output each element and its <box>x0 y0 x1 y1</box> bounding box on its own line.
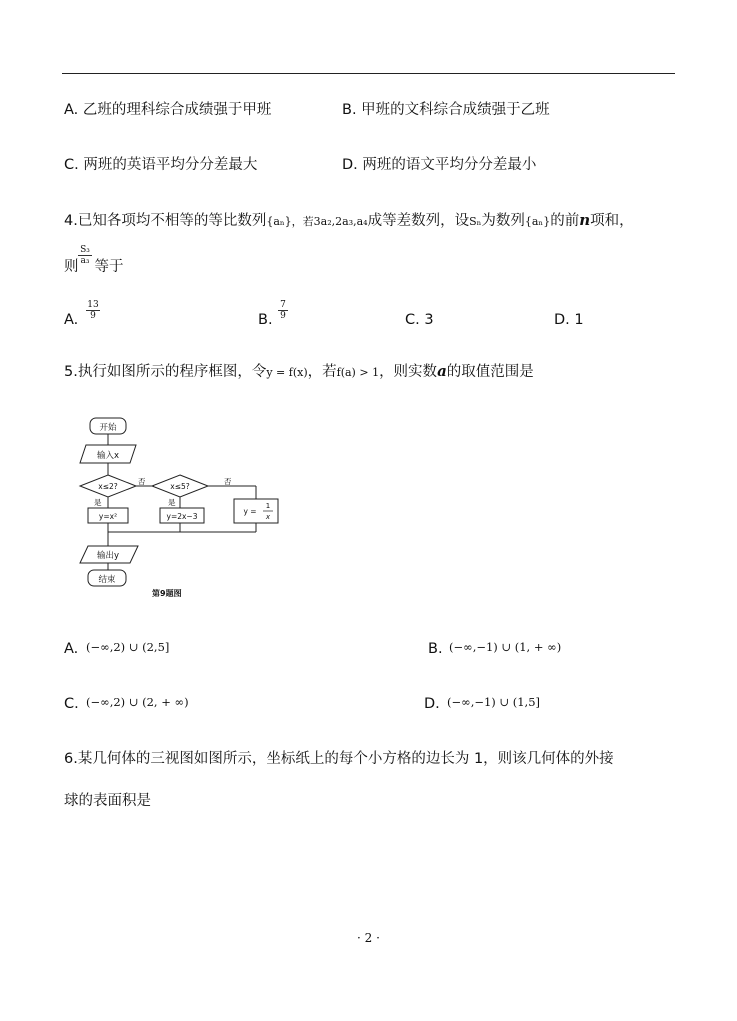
q5-text-3: ，则实数 <box>379 364 438 380</box>
q4-option-a-label: A. <box>64 312 79 328</box>
q5-math-y-fx: y = f(x) <box>266 366 308 379</box>
q5-option-a: (−∞,2) ∪ (2,5] <box>86 640 170 654</box>
q5-option-c-label: C. <box>64 696 79 712</box>
flowchart <box>72 412 292 602</box>
flow-caption: 第9题图 <box>152 589 182 598</box>
q4-option-c: C. 3 <box>405 312 434 328</box>
flow-cond2-label: x≤5? <box>170 482 190 491</box>
q4-option-a-fraction <box>86 300 100 321</box>
choice-b-prev: B. 甲班的文科综合成绩强于乙班 <box>342 102 550 118</box>
flow-box3-num: 1 <box>265 502 271 510</box>
flow-start-label: 开始 <box>99 423 117 433</box>
flow-end-label: 结束 <box>98 575 116 585</box>
question-6-line-2: 球的表面积是 <box>64 793 151 809</box>
q5-math-fa: f(a) > 1 <box>336 366 380 379</box>
q4-frac-num: S₃ <box>80 245 90 255</box>
q4-text-5: 项和， <box>590 213 634 229</box>
q5-option-b: (−∞,−1) ∪ (1, + ∞) <box>449 640 562 654</box>
q4-text-dengyu: 等于 <box>94 259 124 275</box>
flow-box2-label: y=2x−3 <box>166 512 198 521</box>
q4-text-2: 成等差数列，设 <box>367 213 470 229</box>
q4-math-terms: 3a₂,2a₃,a₄ <box>313 215 368 228</box>
q4-text-4: 的前 <box>550 213 580 229</box>
flow-output-label: 输出y <box>96 551 120 561</box>
flow-input-label: 输入x <box>96 451 120 461</box>
q4-option-b-num: 7 <box>280 300 286 310</box>
page-number: · 2 · <box>357 931 380 945</box>
choice-a-prev: A. 乙班的理科综合成绩强于甲班 <box>64 102 272 118</box>
q4-option-b-den: 9 <box>278 310 288 321</box>
flow-no2-label: 否 <box>224 477 232 486</box>
choice-c-prev: C. 两班的英语平均分分差最大 <box>64 157 258 173</box>
question-4-stem-2 <box>64 257 124 277</box>
q4-math-an-2: {aₙ} <box>524 215 551 228</box>
q4-text-1: 4.已知各项均不相等的等比数列 <box>64 213 267 229</box>
flow-box3-prefix: y = <box>243 507 257 516</box>
flow-no1-label: 否 <box>138 477 146 486</box>
question-4-stem <box>64 210 634 232</box>
q5-option-c: (−∞,2) ∪ (2, + ∞) <box>86 695 189 709</box>
header-rule <box>62 73 675 74</box>
question-5-stem <box>64 361 534 383</box>
q5-text-2: ，若 <box>307 364 337 380</box>
flow-box1-label: y=x² <box>98 512 118 521</box>
q4-option-a-den: 9 <box>86 310 100 321</box>
flow-cond1-label: x≤2? <box>98 482 118 491</box>
q4-text-3: 为数列 <box>481 213 525 229</box>
q4-option-a-num: 13 <box>87 300 99 310</box>
flow-box3-den: x <box>265 513 271 521</box>
q4-math-ruo: ，若 <box>291 215 314 228</box>
q4-option-b-label: B. <box>258 312 273 328</box>
q4-option-b-fraction <box>278 300 288 321</box>
q4-var-n: n <box>579 211 591 229</box>
q4-frac-den: a₃ <box>78 255 92 266</box>
flow-yes1-label: 是 <box>94 498 102 507</box>
q4-option-d: D. 1 <box>554 312 584 328</box>
choice-d-prev: D. 两班的语文平均分分差最小 <box>342 157 537 173</box>
flow-yes2-label: 是 <box>168 498 176 507</box>
q5-option-a-label: A. <box>64 641 79 657</box>
q4-fraction <box>78 245 92 266</box>
q5-text-1: 5.执行如图所示的程序框图，令 <box>64 364 267 380</box>
q5-var-a: a <box>437 362 447 380</box>
q4-text-ze: 则 <box>64 259 79 275</box>
q5-option-d: (−∞,−1) ∪ (1,5] <box>447 695 541 709</box>
q4-math-an: {aₙ} <box>266 215 292 228</box>
q5-option-b-label: B. <box>428 641 443 657</box>
q4-math-sn: Sₙ <box>469 215 482 228</box>
q5-text-4: 的取值范围是 <box>446 364 534 380</box>
question-6-line-1: 6.某几何体的三视图如图所示，坐标纸上的每个小方格的边长为 1，则该几何体的外接 <box>64 751 614 767</box>
q5-option-d-label: D. <box>424 696 440 712</box>
